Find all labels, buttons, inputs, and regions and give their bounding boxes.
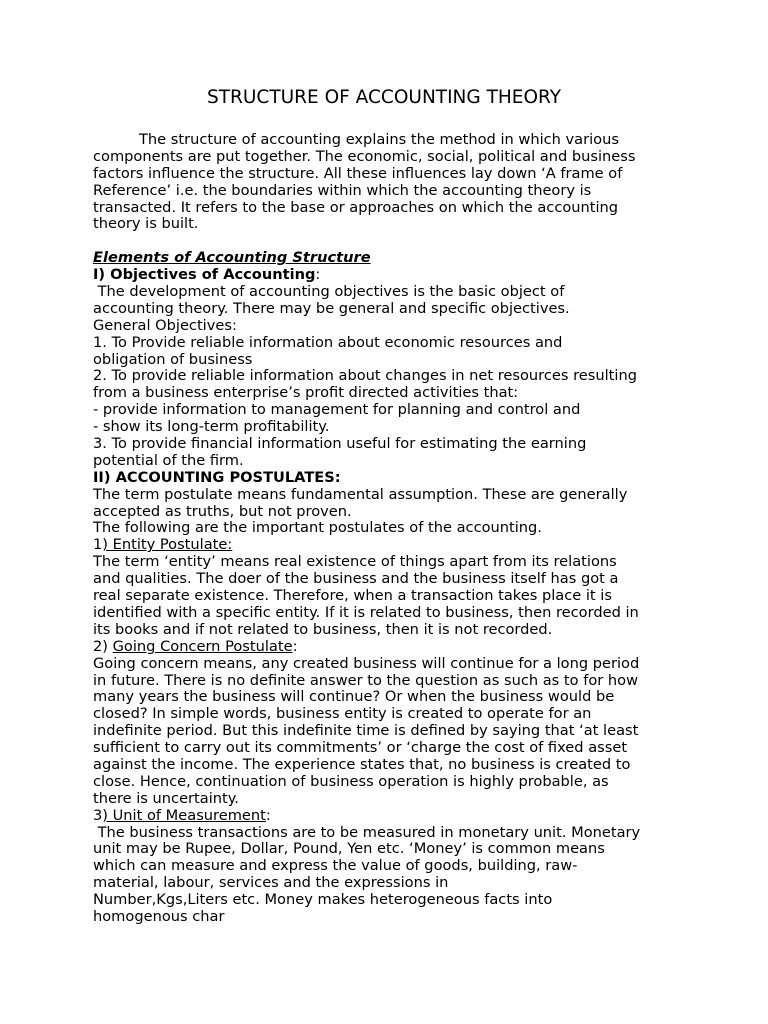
intro-line: transacted. It refers to the base or approaches on which the accounting xyxy=(93,198,619,216)
objectives-line: - show its long-term profitability. xyxy=(93,418,330,436)
intro-line: Reference’ i.e. the boundaries within which the accounting theory is xyxy=(93,181,592,199)
document-body xyxy=(93,132,693,926)
objectives-line: General Objectives: xyxy=(93,316,237,334)
going-concern-line: there is uncertainty. xyxy=(93,789,239,807)
going-concern-line: Going concern means, any created business will continue for a long period xyxy=(93,654,640,672)
entity-line: identified with a specific entity. If it is related to business, then recorded in xyxy=(93,603,639,621)
postulates-heading: II) ACCOUNTING POSTULATES: xyxy=(93,468,341,486)
paragraph-gap xyxy=(93,233,693,250)
objectives-line: - provide information to management for planning and control and xyxy=(93,401,581,419)
going-concern-line: sufficient to carry out its commitments’ or ‘charge the cost of fixed asset xyxy=(93,739,628,757)
entity-heading-line xyxy=(93,537,693,554)
unit-line: material, labour, services and the expressions in xyxy=(93,874,449,892)
going-concern-suffix: : xyxy=(292,637,298,655)
unit-heading-line xyxy=(93,808,693,825)
going-concern-line: in future. There is no definite answer to the question as such as to for how xyxy=(93,671,639,689)
entity-postulate-title: ) Entity Postulate: xyxy=(102,536,233,554)
objectives-heading-suffix: : xyxy=(315,266,321,284)
going-concern-line: against the income. The experience states that, no business is created to xyxy=(93,755,631,773)
objectives-heading: I) Objectives of Accounting xyxy=(93,266,316,284)
entity-line: its books and if not related to business, then it is not recorded. xyxy=(93,620,553,638)
objectives-line: accounting theory. There may be general and specific objectives. xyxy=(93,299,570,317)
entity-number: 1 xyxy=(93,536,103,554)
unit-line: Number,Kgs,Liters etc. Money makes heterogeneous facts into xyxy=(93,891,553,909)
objectives-heading-line xyxy=(93,267,693,284)
objectives-line: The development of accounting objectives is the basic object of xyxy=(93,283,565,301)
intro-line: theory is built. xyxy=(93,215,199,233)
unit-line: homogenous char xyxy=(93,907,225,925)
going-concern-line: closed? In simple words, business entity is created to operate for an xyxy=(93,705,592,723)
unit-title: ) Unit of Measurement xyxy=(102,806,266,824)
unit-line: The business transactions are to be measured in monetary unit. Monetary xyxy=(93,823,641,841)
going-concern-line: indefinite period. But this indefinite time is defined by saying that ‘at least xyxy=(93,722,639,740)
postulates-line: accepted as truths, but not proven. xyxy=(93,502,352,520)
entity-line: and qualities. The doer of the business and the business itself has got a xyxy=(93,570,619,588)
going-concern-line: many years the business will continue? Or when the business would be xyxy=(93,688,615,706)
intro-line: factors influence the structure. All these influences lay down ‘A frame of xyxy=(93,164,623,182)
going-concern-heading-line xyxy=(93,639,693,656)
objectives-line: 1. To Provide reliable information about economic resources and xyxy=(93,333,563,351)
going-concern-title: Going Concern Postulate xyxy=(112,637,293,655)
postulates-line: The following are the important postulates of the accounting. xyxy=(93,519,542,537)
unit-line: unit may be Rupee, Dollar, Pound, Yen etc. ‘Money’ is common means xyxy=(93,840,605,858)
objectives-line: from a business enterprise’s profit directed activities that: xyxy=(93,384,519,402)
intro-line: components are put together. The economic, social, political and business xyxy=(93,147,636,165)
objectives-line: obligation of business xyxy=(93,350,253,368)
unit-line: which can measure and express the value of goods, building, raw- xyxy=(93,857,578,875)
going-concern-line: close. Hence, continuation of business operation is highly probable, as xyxy=(93,772,609,790)
unit-number: 3 xyxy=(93,806,103,824)
document-title: STRUCTURE OF ACCOUNTING THEORY xyxy=(206,87,562,108)
intro-line: The structure of accounting explains the method in which various xyxy=(139,131,619,148)
objectives-line: potential of the firm. xyxy=(93,451,244,469)
objectives-line: 2. To provide reliable information about changes in net resources resulting xyxy=(93,367,637,385)
objectives-line: 3. To provide financial information useful for estimating the earning xyxy=(93,435,587,453)
unit-suffix: : xyxy=(265,806,271,824)
section-heading: Elements of Accounting Structure xyxy=(93,249,371,267)
postulates-line: The term postulate means fundamental assumption. These are generally xyxy=(93,485,628,503)
entity-line: The term ‘entity’ means real existence of things apart from its relations xyxy=(93,553,617,571)
entity-line: real separate existence. Therefore, when a transaction takes place it is xyxy=(93,587,612,605)
going-concern-number: 2) xyxy=(93,637,113,655)
